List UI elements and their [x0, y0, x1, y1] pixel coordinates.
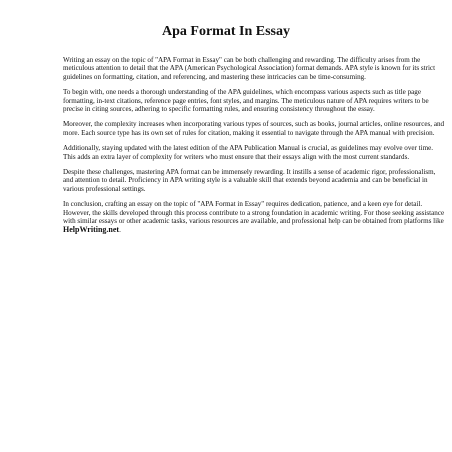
- paragraph-guidelines: To begin with, one needs a thorough understanding of the APA guidelines, which encompass various aspects such as title page formatting, in-text citations, reference page entries, font styles, and margins. The meticulous nature of APA requires writers to be precise in citing sources, adhering to specific formatting rules, and ensuring consistency throughout the essay.: [63, 88, 429, 114]
- paragraph-updates: Additionally, staying updated with the latest edition of the APA Publication Manual is crucial, as guidelines may evolve over time. This adds an extra layer of complexity for writers who must ensure that their essays align with the most current standards.: [63, 144, 434, 161]
- helpwriting-link[interactable]: HelpWriting.net: [63, 224, 120, 234]
- paragraph-rewards: Despite these challenges, mastering APA format can be immensely rewarding. It instills a sense of academic rigor, professionalism, and attention to detail. Proficiency in APA writing style is a valuable skill that extends beyond academia and can be beneficial in various professional settings.: [63, 168, 436, 193]
- paragraph-sources: Moreover, the complexity increases when incorporating various types of sources, such as books, journal articles, online resources, and more. Each source type has its own set of rules for citation, making it essential to navigate through the APA manual with precision.: [63, 120, 445, 137]
- document-title: Apa Format In Essay: [162, 24, 290, 39]
- paragraph-intro: Writing an essay on the topic of "APA Format in Essay" can be both challenging and rewarding. The difficulty arises from the meticulous attention to detail that the APA (American Psychological Association) format demands. APA style is known for its strict guidelines on formatting, citation, and referencing, and mastering these intricacies can be time-consuming.: [63, 56, 436, 81]
- document-body: [63, 56, 445, 234]
- paragraph-conclusion: [63, 200, 445, 234]
- conclusion-period: .: [119, 225, 121, 234]
- conclusion-text: In conclusion, crafting an essay on the topic of "APA Format in Essay" requires dedication, patience, and a keen eye for detail. However, the skills developed through this process contribute to a strong foundation in academic writing. For those seeking assistance with similar essays or other academic tasks, various resources are available, and professional help can be obtained from platforms like: [63, 200, 445, 226]
